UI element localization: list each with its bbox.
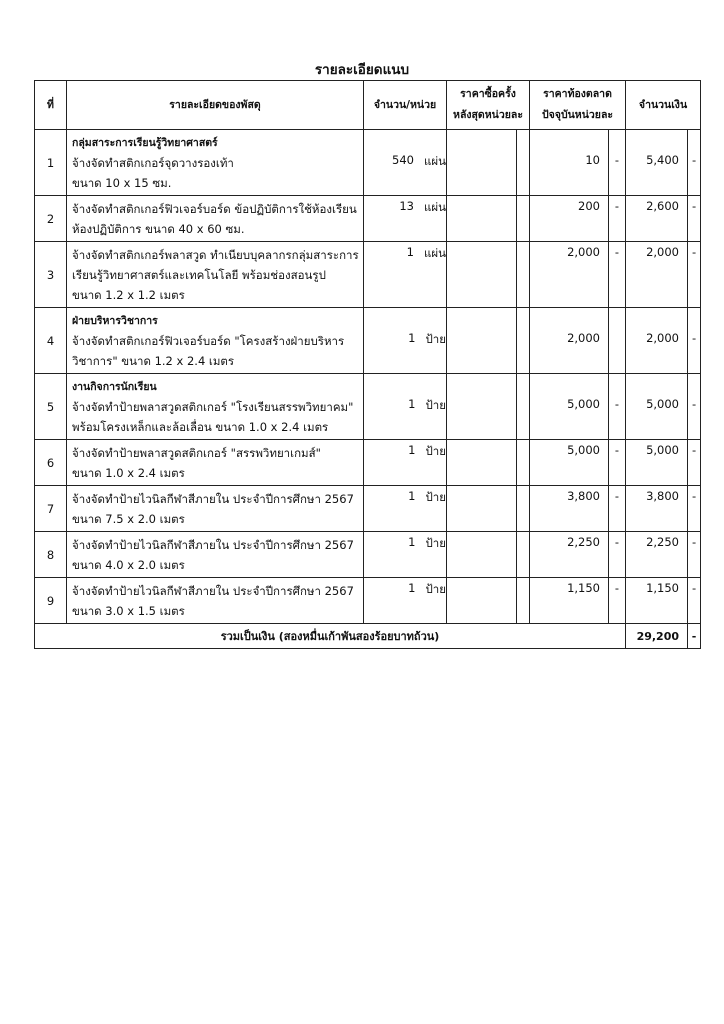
item-quantity bbox=[364, 308, 447, 374]
item-quantity bbox=[364, 374, 447, 440]
table-row bbox=[35, 440, 701, 486]
header-market-price-line-1: ราคาท้องตลาด bbox=[543, 88, 612, 100]
market-price-baht: 2,000 bbox=[530, 308, 609, 374]
table-row bbox=[35, 486, 701, 532]
table-row bbox=[35, 242, 701, 308]
last-price-satang bbox=[517, 308, 530, 374]
document-title: รายละเอียดแนบ bbox=[314, 62, 410, 78]
last-price-satang bbox=[517, 440, 530, 486]
amount-satang: - bbox=[688, 242, 701, 308]
total-amount: 29,200 bbox=[626, 624, 688, 649]
quantity-value: 540 bbox=[392, 153, 414, 167]
last-price-satang bbox=[517, 130, 530, 196]
market-price-satang: - bbox=[609, 196, 626, 242]
quantity-value: 1 bbox=[408, 397, 416, 411]
description-line: ขนาด 7.5 x 2.0 เมตร bbox=[72, 512, 185, 526]
description-line: จ้างจัดทำสติกเกอร์ฟิวเจอร์บอร์ด ข้อปฏิบัติการใช้ห้องเรียน bbox=[72, 202, 357, 216]
amount-baht: 2,250 bbox=[626, 532, 688, 578]
item-quantity bbox=[364, 130, 447, 196]
description-line: ขนาด 1.2 x 1.2 เมตร bbox=[72, 288, 185, 302]
quantity-value: 13 bbox=[399, 199, 414, 213]
last-price-baht bbox=[447, 242, 517, 308]
last-price-satang bbox=[517, 486, 530, 532]
item-quantity bbox=[364, 578, 447, 624]
item-number: 2 bbox=[35, 196, 67, 242]
header-no: ที่ bbox=[35, 81, 67, 130]
amount-satang: - bbox=[688, 374, 701, 440]
item-description bbox=[67, 374, 364, 440]
description-line: ขนาด 1.0 x 2.4 เมตร bbox=[72, 466, 185, 480]
description-line: ขนาด 10 x 15 ซม. bbox=[72, 176, 172, 190]
last-price-baht bbox=[447, 308, 517, 374]
amount-satang: - bbox=[688, 486, 701, 532]
item-number: 1 bbox=[35, 130, 67, 196]
total-row bbox=[35, 624, 701, 649]
quantity-unit: แผ่น bbox=[423, 200, 446, 214]
amount-satang: - bbox=[688, 308, 701, 374]
table-row bbox=[35, 578, 701, 624]
header-description: รายละเอียดของพัสดุ bbox=[67, 81, 364, 130]
quantity-value: 1 bbox=[408, 443, 416, 457]
amount-baht: 1,150 bbox=[626, 578, 688, 624]
market-price-satang: - bbox=[609, 374, 626, 440]
amount-satang: - bbox=[688, 578, 701, 624]
header-last-price-line-2: หลังสุดหน่วยละ bbox=[453, 109, 523, 121]
last-price-baht bbox=[447, 486, 517, 532]
table-row bbox=[35, 308, 701, 374]
last-price-baht bbox=[447, 440, 517, 486]
item-description bbox=[67, 486, 364, 532]
item-description bbox=[67, 578, 364, 624]
amount-baht: 2,000 bbox=[626, 242, 688, 308]
amount-baht: 5,000 bbox=[626, 440, 688, 486]
item-number: 9 bbox=[35, 578, 67, 624]
market-price-satang: - bbox=[609, 242, 626, 308]
table-row bbox=[35, 130, 701, 196]
group-heading: ฝ่ายบริหารวิชาการ bbox=[72, 315, 158, 327]
item-description bbox=[67, 242, 364, 308]
description-line: พร้อมโครงเหล็กและล้อเลื่อน ขนาด 1.0 x 2.4 เมตร bbox=[72, 420, 329, 434]
amount-satang: - bbox=[688, 532, 701, 578]
quantity-value: 1 bbox=[406, 245, 414, 259]
header-row bbox=[35, 81, 701, 130]
quantity-unit: แผ่น bbox=[423, 154, 446, 168]
item-number: 5 bbox=[35, 374, 67, 440]
description-line: จ้างจัดทำป้ายไวนิลกีฬาสีภายใน ประจำปีการศึกษา 2567 bbox=[72, 492, 354, 506]
amount-baht: 2,000 bbox=[626, 308, 688, 374]
item-quantity bbox=[364, 440, 447, 486]
item-quantity bbox=[364, 242, 447, 308]
market-price-satang: - bbox=[609, 578, 626, 624]
amount-satang: - bbox=[688, 130, 701, 196]
quantity-unit: ป้าย bbox=[425, 582, 446, 596]
last-price-satang bbox=[517, 532, 530, 578]
description-line: จ้างจัดทำสติกเกอร์พลาสวูด ทำเนียบบุคลากรกลุ่มสาระการ bbox=[72, 248, 359, 262]
item-number: 3 bbox=[35, 242, 67, 308]
table-row bbox=[35, 374, 701, 440]
description-line: เรียนรู้วิทยาศาสตร์และเทคโนโลยี พร้อมช่องสอนรูป bbox=[72, 268, 326, 282]
last-price-baht bbox=[447, 130, 517, 196]
table-row bbox=[35, 532, 701, 578]
market-price-baht: 2,250 bbox=[530, 532, 609, 578]
quantity-value: 1 bbox=[408, 331, 416, 345]
total-satang: - bbox=[688, 624, 701, 649]
market-price-baht: 1,150 bbox=[530, 578, 609, 624]
header-market-price-line-2: ปัจจุบันหน่วยละ bbox=[541, 109, 614, 121]
quantity-unit: ป้าย bbox=[425, 332, 446, 346]
description-line: จ้างจัดทำป้ายไวนิลกีฬาสีภายใน ประจำปีการศึกษา 2567 bbox=[72, 584, 354, 598]
item-quantity bbox=[364, 486, 447, 532]
description-line: จ้างจัดทำสติกเกอร์ฟิวเจอร์บอร์ด "โครงสร้างฝ่ายบริหาร bbox=[72, 334, 345, 348]
last-price-baht bbox=[447, 532, 517, 578]
group-heading: กลุ่มสาระการเรียนรู้วิทยาศาสตร์ bbox=[72, 137, 218, 149]
table-row bbox=[35, 196, 701, 242]
quantity-unit: ป้าย bbox=[425, 490, 446, 504]
item-description bbox=[67, 308, 364, 374]
header-amount: จำนวนเงิน bbox=[626, 81, 701, 130]
market-price-satang bbox=[609, 308, 626, 374]
quantity-unit: ป้าย bbox=[425, 536, 446, 550]
item-quantity bbox=[364, 196, 447, 242]
header-last-price-line-1: ราคาซื้อครั้ง bbox=[460, 88, 516, 100]
last-price-satang bbox=[517, 242, 530, 308]
description-line: จ้างจัดทำป้ายไวนิลกีฬาสีภายใน ประจำปีการศึกษา 2567 bbox=[72, 538, 354, 552]
item-quantity bbox=[364, 532, 447, 578]
description-line: ขนาด 3.0 x 1.5 เมตร bbox=[72, 604, 185, 618]
item-number: 4 bbox=[35, 308, 67, 374]
market-price-baht: 10 bbox=[530, 130, 609, 196]
header-market-price bbox=[530, 81, 626, 130]
amount-satang: - bbox=[688, 440, 701, 486]
description-line: จ้างจัดทำสติกเกอร์จุดวางรองเท้า bbox=[72, 156, 234, 170]
amount-satang: - bbox=[688, 196, 701, 242]
market-price-satang: - bbox=[609, 440, 626, 486]
description-line: จ้างจัดทำป้ายพลาสวูดสติกเกอร์ "โรงเรียนสรรพวิทยาคม" bbox=[72, 400, 354, 414]
amount-baht: 5,000 bbox=[626, 374, 688, 440]
quantity-unit: ป้าย bbox=[425, 444, 446, 458]
item-number: 6 bbox=[35, 440, 67, 486]
item-description bbox=[67, 196, 364, 242]
item-number: 8 bbox=[35, 532, 67, 578]
market-price-satang: - bbox=[609, 130, 626, 196]
description-line: วิชาการ" ขนาด 1.2 x 2.4 เมตร bbox=[72, 354, 235, 368]
market-price-baht: 2,000 bbox=[530, 242, 609, 308]
market-price-baht: 200 bbox=[530, 196, 609, 242]
market-price-baht: 3,800 bbox=[530, 486, 609, 532]
group-heading: งานกิจการนักเรียน bbox=[72, 381, 157, 393]
description-line: ขนาด 4.0 x 2.0 เมตร bbox=[72, 558, 185, 572]
description-line: ห้องปฏิบัติการ ขนาด 40 x 60 ซม. bbox=[72, 222, 245, 236]
header-quantity: จำนวน/หน่วย bbox=[364, 81, 447, 130]
header-last-price bbox=[447, 81, 530, 130]
last-price-satang bbox=[517, 578, 530, 624]
item-number: 7 bbox=[35, 486, 67, 532]
total-label: รวมเป็นเงิน (สองหมื่นเก้าพันสองร้อยบาทถ้วน) bbox=[35, 624, 626, 649]
last-price-baht bbox=[447, 196, 517, 242]
quantity-value: 1 bbox=[408, 581, 416, 595]
market-price-baht: 5,000 bbox=[530, 440, 609, 486]
item-description bbox=[67, 440, 364, 486]
last-price-baht bbox=[447, 578, 517, 624]
item-description bbox=[67, 130, 364, 196]
last-price-baht bbox=[447, 374, 517, 440]
item-description bbox=[67, 532, 364, 578]
last-price-satang bbox=[517, 374, 530, 440]
quantity-unit: ป้าย bbox=[425, 398, 446, 412]
quantity-value: 1 bbox=[408, 535, 416, 549]
amount-baht: 5,400 bbox=[626, 130, 688, 196]
quantity-unit: แผ่น bbox=[423, 246, 446, 260]
market-price-baht: 5,000 bbox=[530, 374, 609, 440]
market-price-satang: - bbox=[609, 532, 626, 578]
description-line: จ้างจัดทำป้ายพลาสวูดสติกเกอร์ "สรรพวิทยาเกมส์" bbox=[72, 446, 321, 460]
details-table bbox=[34, 80, 701, 649]
amount-baht: 2,600 bbox=[626, 196, 688, 242]
last-price-satang bbox=[517, 196, 530, 242]
market-price-satang: - bbox=[609, 486, 626, 532]
amount-baht: 3,800 bbox=[626, 486, 688, 532]
quantity-value: 1 bbox=[408, 489, 416, 503]
